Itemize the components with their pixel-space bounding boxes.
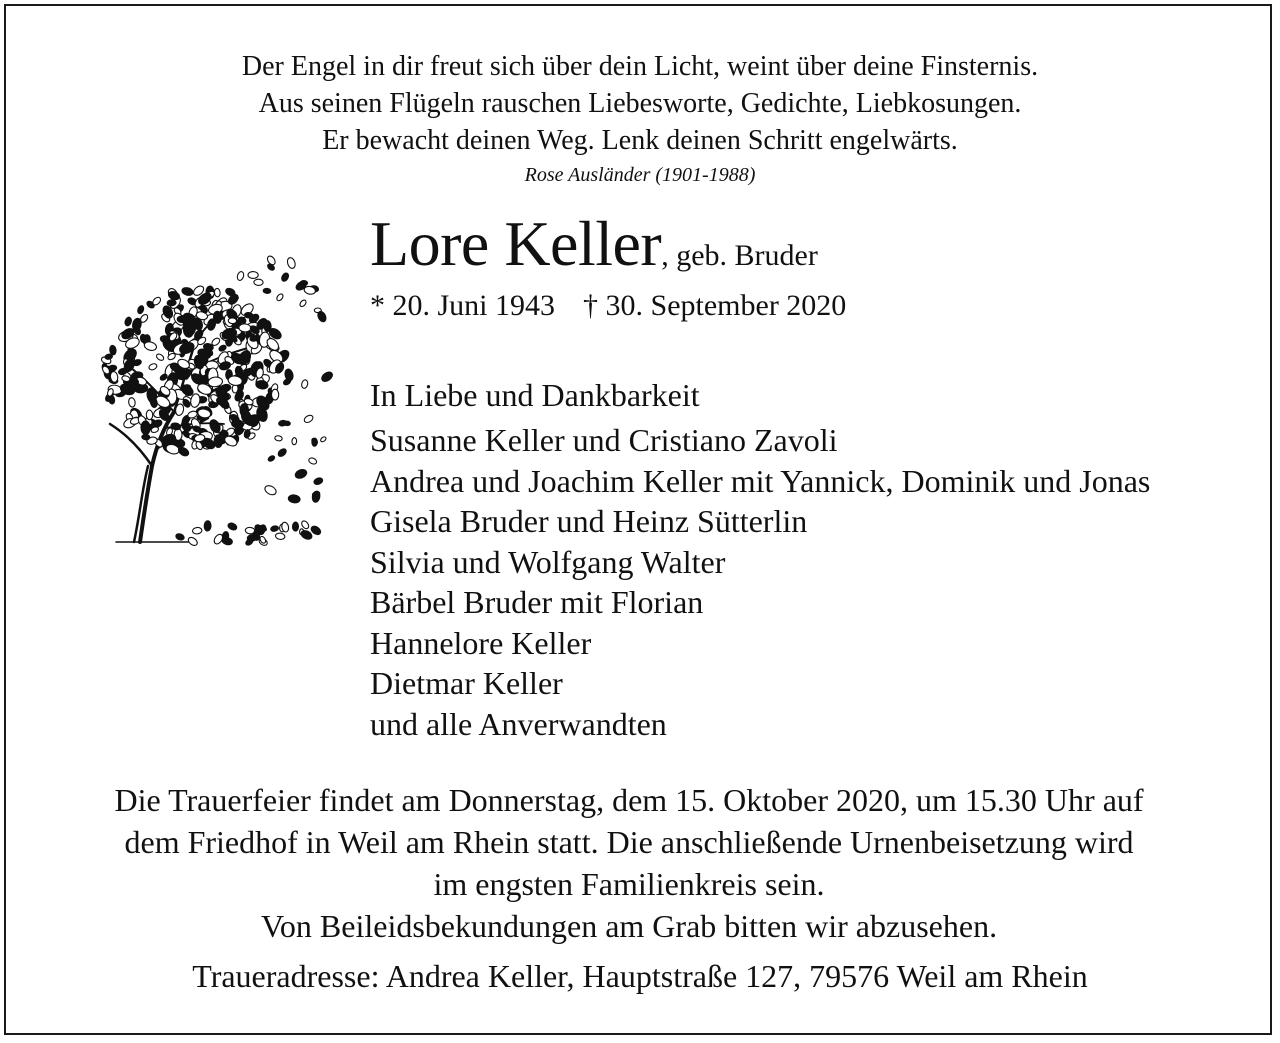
family-member: Gisela Bruder und Heinz Sütterlin	[370, 503, 808, 539]
ceremony-line: im engsten Familienkreis sein.	[433, 866, 825, 902]
poem	[0, 48, 1280, 191]
deceased-name: Lore Keller	[370, 208, 662, 279]
family-member: Silvia und Wolfgang Walter	[370, 543, 726, 580]
windblown-tree-icon	[78, 252, 334, 548]
family-member: Bärbel Bruder mit Florian	[370, 584, 704, 620]
poem-line: Aus seinen Flügeln rauschen Liebesworte, Gedichte, Liebkosungen.	[258, 88, 1022, 119]
ceremony-line: dem Friedhof in Weil am Rhein statt. Die anschließende Urnenbeisetzung wird	[124, 824, 1134, 860]
death-date: † 30. September 2020	[583, 289, 847, 322]
deceased-name-block	[370, 208, 818, 280]
ceremony-info	[0, 779, 1258, 947]
ceremony-line: Die Trauerfeier findet am Donnerstag, dem 15. Oktober 2020, um 15.30 Uhr auf	[114, 782, 1144, 818]
family-list	[370, 374, 1150, 744]
family-intro: In Liebe und Dankbarkeit	[370, 377, 700, 413]
family-member: Dietmar Keller	[370, 665, 563, 701]
family-member: Susanne Keller und Cristiano Zavoli	[370, 422, 838, 458]
family-member: Andrea und Joachim Keller mit Yannick, Dominik und Jonas	[370, 462, 1151, 499]
maiden-name: , geb. Bruder	[661, 239, 818, 272]
poem-line: Er bewacht deinen Weg. Lenk deinen Schritt engelwärts.	[322, 125, 958, 156]
poem-line: Der Engel in dir freut sich über dein Licht, weint über deine Finsternis.	[241, 51, 1039, 82]
ceremony-line: Von Beileidsbekundungen am Grab bitten wir abzusehen.	[260, 908, 998, 944]
mourning-address: Traueradresse: Andrea Keller, Hauptstraße 127, 79576 Weil am Rhein	[192, 958, 1088, 994]
birth-date: * 20. Juni 1943	[370, 289, 556, 322]
poem-author: Rose Ausländer (1901-1988)	[524, 164, 756, 186]
life-dates	[370, 286, 846, 326]
family-member: Hannelore Keller	[370, 624, 592, 661]
family-member: und alle Anverwandten	[370, 705, 667, 742]
